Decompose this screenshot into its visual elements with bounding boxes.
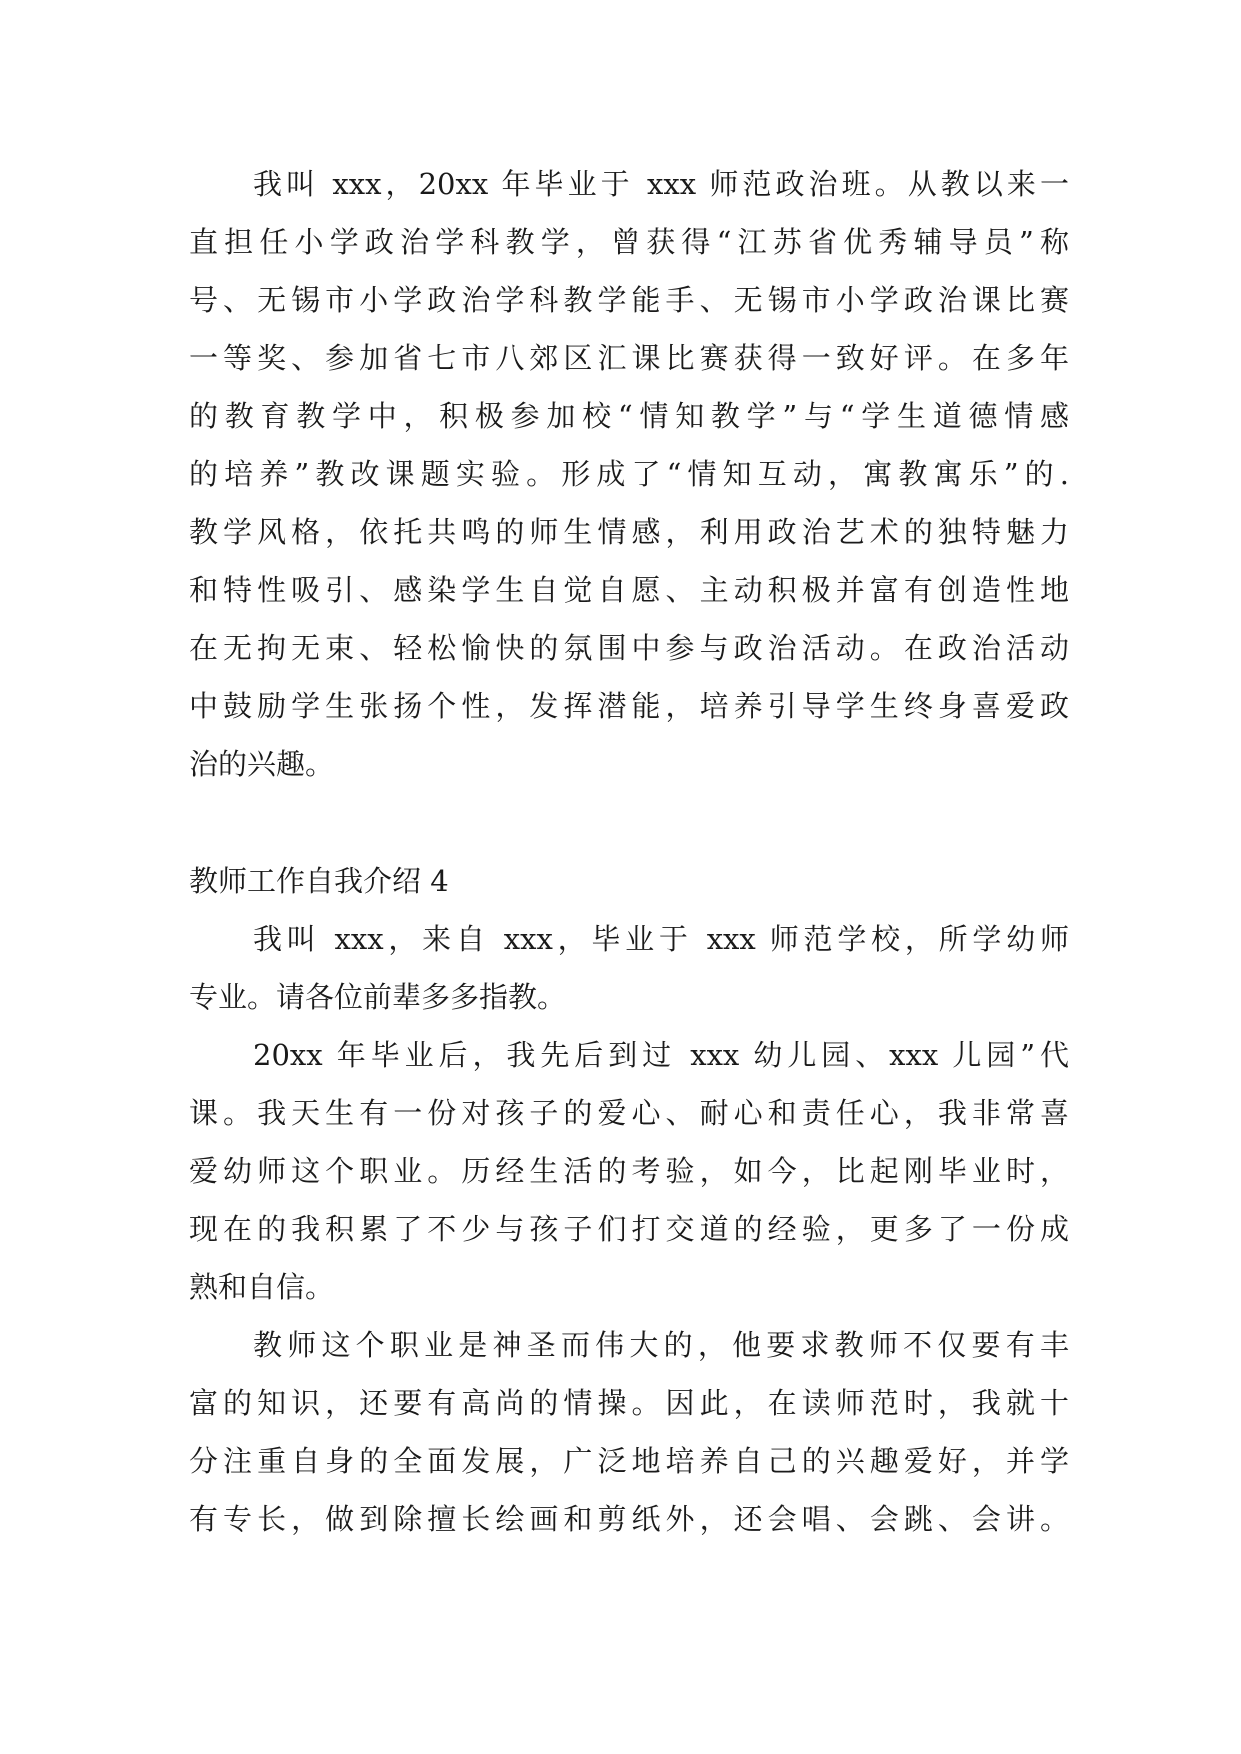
paragraph-1-line-3: 号、无锡市小学政治学科教学能手、无锡市小学政治课比赛 xyxy=(189,283,1069,317)
paragraph-1-line-8: 和特性吸引、感染学生自觉自愿、主动积极并富有创造性地 xyxy=(189,573,1069,607)
paragraph-1-line-10: 中鼓励学生张扬个性，发挥潜能，培养引导学生终身喜爱政 xyxy=(189,689,1069,723)
paragraph-1-line-4: 一等奖、参加省七市八郊区汇课比赛获得一致好评。在多年 xyxy=(189,341,1069,375)
paragraph-3-line-1: 20xx 年毕业后，我先后到过 xxx 幼儿园、xxx 儿园”代 xyxy=(253,1038,1069,1072)
paragraph-1-line-5: 的教育教学中，积极参加校“情知教学”与“学生道德情感 xyxy=(189,399,1069,433)
paragraph-1-line-9: 在无拘无束、轻松愉快的氛围中参与政治活动。在政治活动 xyxy=(189,631,1069,665)
paragraph-3-line-4: 现在的我积累了不少与孩子们打交道的经验，更多了一份成 xyxy=(189,1212,1069,1246)
paragraph-1-line-2: 直担任小学政治学科教学，曾获得“江苏省优秀辅导员”称 xyxy=(189,225,1069,259)
paragraph-1-line-6: 的培养”教改课题实验。形成了“情知互动，寓教寓乐”的. xyxy=(189,457,1069,491)
paragraph-4-line-2: 富的知识，还要有高尚的情操。因此，在读师范时，我就十 xyxy=(189,1386,1069,1420)
paragraph-2-line-2: 专业。请各位前辈多多指教。 xyxy=(189,980,567,1014)
paragraph-4-line-1: 教师这个职业是神圣而伟大的，他要求教师不仅要有丰 xyxy=(253,1328,1069,1362)
paragraph-3-line-5: 熟和自信。 xyxy=(189,1270,335,1304)
paragraph-3-line-3: 爱幼师这个职业。历经生活的考验，如今，比起刚毕业时， xyxy=(189,1154,1069,1188)
paragraph-1-line-1: 我叫 xxx，20xx 年毕业于 xxx 师范政治班。从教以来一 xyxy=(253,167,1069,201)
section-heading: 教师工作自我介绍 4 xyxy=(189,864,449,898)
paragraph-4-line-4: 有专长，做到除擅长绘画和剪纸外，还会唱、会跳、会讲。 xyxy=(189,1502,1069,1536)
paragraph-1-line-11: 治的兴趣。 xyxy=(189,747,335,781)
paragraph-3-line-2: 课。我天生有一份对孩子的爱心、耐心和责任心，我非常喜 xyxy=(189,1096,1069,1130)
paragraph-4-line-3: 分注重自身的全面发展，广泛地培养自己的兴趣爱好，并学 xyxy=(189,1444,1069,1478)
paragraph-1-line-7: 教学风格，依托共鸣的师生情感，利用政治艺术的独特魅力 xyxy=(189,515,1069,549)
paragraph-2-line-1: 我叫 xxx，来自 xxx，毕业于 xxx 师范学校，所学幼师 xyxy=(253,922,1069,956)
